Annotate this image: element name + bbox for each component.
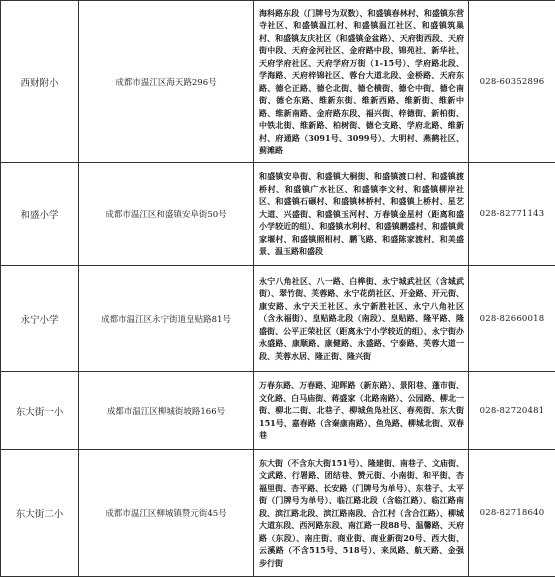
table-row — [1, 1, 555, 163]
enrollment-zone: 海科路东段（门牌号为双数）、和盛镇春林村、和盛镇东营寺社区、和盛镇温江村、和盛镇温江社区、和盛镇筑巢村、和盛镇友庆社区（和盛镇金盆路）、天府街西段、天府街中段、天府金河社区、金府路中段、锦苑社、新华社、天府学府社区、天府学府万街（1-15号）、学府路北段、学海路、天府梓锦社区、蓉台大道北段、金桥路、天府东路、德仑正路、德仑北街、德仑横街、德仑中街、德仑南街、德仑东路、维新东街、维新西路、维新街、维新中路、维新南路、金府路东段、福兴街、梓德街、新柏街、中铁北街、维新路、柏树街、德仑支路、学府北路、维新村、府通路（3091号、3099号）、大明村、燕鹤社区、蓟滩路 — [254, 1, 469, 163]
school-phone: 028-60352896 — [469, 1, 555, 163]
enrollment-zone: 永宁八角社区、八一路、白桦街、永宁城武社区（含城武街）、翠竹街、芙蓉路、永宁花荫社区、开金路、开元街、康安路、永宁天王社区、永宁新胜社区、永宁八角社区（含永福街）、皇贴路北段（南段）、皇贴路、隆平路、隆盛街、公平正荣社区（距离永宁小学较近的组）、永宁街办永盛路、康顺路、康健路、永盛路、宁泰路、芙蓉大道一段、芙蓉水居、隆正街、隆兴街 — [254, 266, 469, 372]
school-address: 成都市温江区柳城街坡路166号 — [79, 372, 254, 450]
school-name: 东大街一小 — [1, 372, 79, 450]
school-name: 东大街二小 — [1, 450, 79, 577]
school-address: 成都市温江区和盛镇安阜街50号 — [79, 163, 254, 266]
school-name: 西财附小 — [1, 1, 79, 163]
school-address: 成都市温江区柳城镇赞元街45号 — [79, 450, 254, 577]
school-name: 和盛小学 — [1, 163, 79, 266]
table-row — [1, 450, 555, 577]
enrollment-zone: 万春东路、万春路、迎晖路（新东路）、景阳巷、蓬市街、文化路、白马庙街、蒋盛家（北路南路）、公园路、柳北一街、柳北二街、北巷子、柳城鱼凫社区、春苑街、东大街151号、嘉春路（含秦康南路）、鱼凫路、柳城北街、双春巷 — [254, 372, 469, 450]
table-row — [1, 372, 555, 450]
table-row — [1, 266, 555, 372]
enrollment-zone: 和盛镇安阜街、和盛镇大桐街、和盛镇渡口村、和盛镇渡桥村、和盛镇广水社区、和盛镇李文村、和盛镇柳岸社区、和盛镇石碾村、和盛镇林桥村、和盛镇上桥村、星艺大道、兴盛街、和盛镇玉河村、万春镇金星村（距离和盛小学较近的组）、和盛镇水利村、和盛镇鹏盛村、和盛镇黄家堰村、和盛镇照相村、鹏飞路、和盛陈家渡村、和美盛景、温玉路和盛段 — [254, 163, 469, 266]
school-name: 永宁小学 — [1, 266, 79, 372]
school-address: 成都市温江区海天路296号 — [79, 1, 254, 163]
school-phone: 028-82720481 — [469, 372, 555, 450]
school-phone: 028-82718640 — [469, 450, 555, 577]
school-address: 成都市温江区永宁街道皇贴路81号 — [79, 266, 254, 372]
enrollment-zone: 东大街（不含东大街151号）、隆建街、南巷子、文庙街、文武路、行署路、团结巷、赞元街、小南街、和平街、杏福里街、杏平路、长安路（门牌号为单号）、东巷子、太平街（门牌号为单号）、临江路北段（含临江路）、临江路南段、滨江路北段、滨江路南段、合江村（含合江路）、柳城大道东段、西河路东段、南江路一段88号、温馨路、天府路（东段）、南庄街、商业街、商业新街20号、西大街、云溪路（不含515号、518号）、来凤路、航天路、金强步行街 — [254, 450, 469, 577]
school-phone: 028-82771143 — [469, 163, 555, 266]
table-row — [1, 163, 555, 266]
school-phone: 028-82660018 — [469, 266, 555, 372]
